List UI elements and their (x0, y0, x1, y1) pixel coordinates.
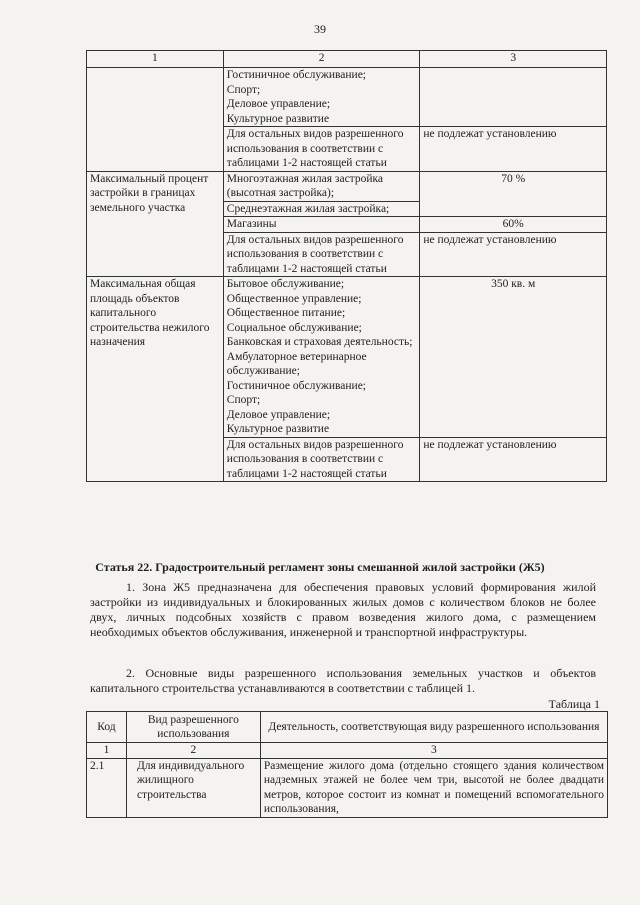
list-line: Деловое управление; (226, 408, 331, 421)
parameter-cell: Максимальный процент застройки в границах земельного участка (87, 171, 224, 277)
list-line: Социальное обслуживание; (226, 321, 362, 334)
activity-cell: Размещение жилого дома (отдельно стоящего здания количеством надземных этажей не более чем три, высотой не более двадцати метров, которое состоит из комнат и помещений вспомогательного использования, (260, 758, 607, 817)
list-line: Амбулаторное ветеринарное обслуживание; (226, 350, 367, 377)
empty-cell (87, 68, 224, 172)
empty-cell (420, 68, 607, 127)
parameter-cell: Максимальная общая площадь объектов капитального строительства нежилого назначения (87, 277, 224, 482)
header-cell: Деятельность, соответствующая виду разрешенного использования (260, 712, 607, 743)
value-cell: не подлежат установлению (420, 127, 607, 172)
paragraph-text: 2. Основные виды разрешенного использования земельных участков и объектов капитального строительства устанавливаются в соответствии с таблицей 1. (90, 666, 596, 695)
table-row (87, 68, 607, 127)
list-line: Культурное развитие (226, 112, 330, 125)
usage-cell: Для остальных видов разрешенного использования в соответствии с таблицами 1-2 настоящей статьи (223, 437, 420, 482)
table-row (87, 171, 607, 217)
header-cell: 2 (126, 743, 260, 759)
table-header-row (87, 712, 608, 743)
table-caption: Таблица 1 (548, 697, 600, 711)
list-line: Гостиничное обслуживание; (226, 69, 367, 81)
usage-list-cell (223, 171, 420, 217)
list-line: Деловое управление; (226, 98, 331, 110)
regulation-table (86, 50, 607, 482)
list-line: Общественное питание; (226, 307, 346, 319)
list-line: Спорт; (226, 394, 261, 406)
permitted-use-table (86, 711, 608, 818)
list-line: Многоэтажная жилая застройка (высотная застройка); (226, 172, 384, 199)
paragraph-1 (90, 580, 596, 640)
usage-list-cell (223, 277, 420, 438)
header-cell: Код (87, 712, 127, 743)
value-cell: не подлежат установлению (420, 232, 607, 277)
header-cell: 3 (260, 743, 607, 759)
list-line: Спорт; (226, 83, 261, 96)
table-header-row (87, 51, 607, 68)
value-cell: 60% (420, 217, 607, 233)
type-cell: Для индивидуального жилищного строительства (126, 758, 260, 817)
value-cell: 350 кв. м (420, 277, 607, 438)
usage-cell: Для остальных видов разрешенного использования в соответствии с таблицами 1-2 настоящей статьи (223, 127, 420, 172)
table-number-row (87, 743, 608, 759)
header-cell: 2 (223, 51, 420, 68)
paragraph-2 (90, 666, 596, 696)
value-cell: не подлежат установлению (420, 437, 607, 482)
usage-cell: Магазины (223, 217, 420, 233)
code-cell: 2.1 (87, 758, 127, 817)
table-row (87, 758, 608, 817)
page-number: 39 (314, 22, 326, 36)
header-cell: 1 (87, 743, 127, 759)
list-line: Среднеэтажная жилая застройка; (224, 201, 420, 217)
header-cell: Вид разрешенного использования (126, 712, 260, 743)
value-cell: 70 % (420, 171, 607, 217)
list-line: Гостиничное обслуживание; (226, 379, 367, 392)
usage-list-cell (223, 68, 420, 127)
list-line: Общественное управление; (226, 292, 362, 305)
header-cell: 3 (420, 51, 607, 68)
table-row (87, 277, 607, 438)
list-line: Бытовое обслуживание; (226, 278, 345, 290)
header-cell: 1 (87, 51, 224, 68)
paragraph-text: 1. Зона Ж5 предназначена для обеспечения правовых условий формирования жилой застройки из индивидуальных и блокированных жилых домов с количеством блоков не более двух, личных подсобных хозяйств с правом возведения жилого дома, с размещением необходимых объектов обслуживания, инженерной и транспортной инфраструктуры. (90, 580, 596, 639)
article-heading: Статья 22. Градостроительный регламент зоны смешанной жилой застройки (Ж5) (95, 560, 545, 574)
usage-cell: Для остальных видов разрешенного использования в соответствии с таблицами 1-2 настоящей статьи (223, 232, 420, 277)
list-line: Банковская и страховая деятельность; (226, 336, 413, 348)
list-line: Культурное развитие (226, 423, 330, 435)
